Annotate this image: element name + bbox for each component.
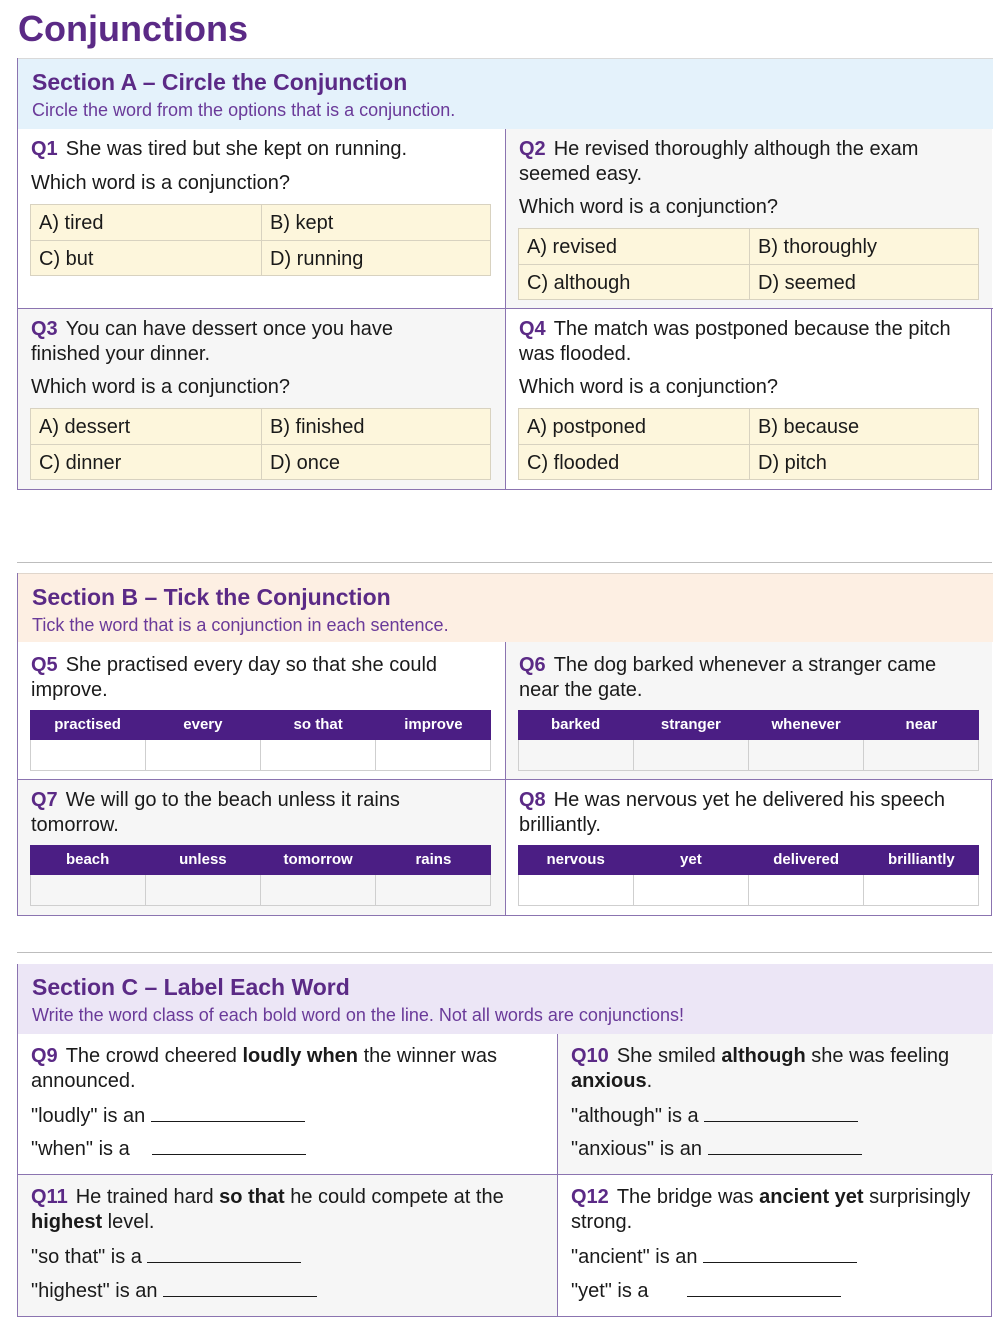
tick-word: whenever bbox=[771, 716, 841, 733]
option-a[interactable]: A) revised bbox=[527, 236, 618, 258]
tick-word: barked bbox=[551, 716, 601, 733]
question-q12 bbox=[558, 1185, 978, 1235]
answer-line bbox=[31, 1277, 317, 1304]
bold-word: anxious bbox=[571, 1070, 647, 1092]
tick-table-q6 bbox=[518, 710, 979, 771]
tick-word: brilliantly bbox=[888, 851, 955, 868]
option-c[interactable]: C) but bbox=[31, 240, 261, 276]
options-q4 bbox=[518, 408, 979, 480]
option-c[interactable]: C) although bbox=[519, 264, 749, 300]
question-prompt: Which word is a conjunction? bbox=[519, 376, 779, 398]
answer-line bbox=[31, 1243, 301, 1270]
section-c bbox=[17, 964, 992, 1317]
option-c[interactable]: C) dinner bbox=[31, 444, 261, 480]
tick-box[interactable] bbox=[864, 740, 978, 770]
option-a[interactable]: A) postponed bbox=[527, 416, 646, 438]
answer-label: "ancient" is an bbox=[571, 1246, 698, 1268]
option-b[interactable]: B) kept bbox=[261, 205, 491, 241]
divider bbox=[17, 952, 992, 953]
tick-word: every bbox=[183, 716, 223, 733]
question-q10 bbox=[558, 1044, 988, 1094]
answer-blank[interactable] bbox=[147, 1243, 301, 1263]
question-prompt: Which word is a conjunction? bbox=[31, 172, 291, 194]
tick-box[interactable] bbox=[31, 875, 146, 905]
bold-word: highest bbox=[31, 1211, 103, 1233]
option-a[interactable]: A) dessert bbox=[39, 416, 131, 438]
question-number: Q4 bbox=[519, 318, 546, 340]
answer-line bbox=[571, 1135, 862, 1162]
question-q7 bbox=[18, 788, 458, 838]
tick-box[interactable] bbox=[31, 740, 146, 770]
question-number: Q11 bbox=[31, 1186, 68, 1208]
question-q5 bbox=[18, 653, 488, 703]
option-d[interactable]: D) pitch bbox=[749, 444, 979, 480]
rich-text bbox=[571, 1186, 970, 1233]
tick-box[interactable] bbox=[634, 740, 749, 770]
answer-label: "when" is a bbox=[31, 1138, 130, 1160]
question-prompt: Which word is a conjunction? bbox=[519, 196, 779, 218]
text-run: she was feeling bbox=[805, 1045, 950, 1067]
answer-label: "highest" is an bbox=[31, 1280, 158, 1302]
section-b-title: Section B – Tick the Conjunction bbox=[32, 584, 391, 610]
bold-word: although bbox=[721, 1045, 806, 1067]
answer-label: "although" is a bbox=[571, 1105, 699, 1127]
tick-box[interactable] bbox=[261, 740, 376, 770]
question-q11 bbox=[18, 1185, 548, 1235]
answer-line bbox=[571, 1277, 841, 1304]
question-number: Q8 bbox=[519, 789, 546, 811]
question-text: She practised every day so that she could improve. bbox=[31, 654, 438, 701]
text-run: She smiled bbox=[616, 1045, 722, 1067]
options-q1 bbox=[30, 204, 491, 276]
question-number: Q1 bbox=[31, 138, 58, 160]
answer-blank[interactable] bbox=[152, 1135, 306, 1155]
question-q4 bbox=[506, 317, 976, 400]
question-q2 bbox=[506, 137, 976, 220]
question-q1 bbox=[18, 137, 505, 196]
text-run: surprisingly strong. bbox=[571, 1186, 971, 1233]
question-text: She was tired but she kept on running. bbox=[65, 138, 408, 160]
answer-blank[interactable] bbox=[703, 1243, 857, 1263]
question-prompt: Which word is a conjunction? bbox=[31, 376, 291, 398]
section-c-title: Section C – Label Each Word bbox=[32, 974, 350, 1000]
page-title: Conjunctions bbox=[18, 8, 248, 49]
section-a bbox=[17, 58, 992, 490]
question-text bbox=[31, 1044, 543, 1094]
options-q2 bbox=[518, 228, 979, 300]
question-text bbox=[31, 1185, 548, 1235]
text-run: he could compete at the bbox=[284, 1186, 504, 1208]
question-number: Q6 bbox=[519, 654, 546, 676]
answer-label: "loudly" is an bbox=[31, 1105, 146, 1127]
text-run: He trained hard bbox=[75, 1186, 220, 1208]
tick-box[interactable] bbox=[519, 875, 634, 905]
option-b[interactable]: B) thoroughly bbox=[749, 229, 979, 265]
question-number: Q10 bbox=[571, 1045, 609, 1067]
tick-table-q5 bbox=[30, 710, 491, 771]
tick-word: delivered bbox=[773, 851, 840, 868]
section-b-header bbox=[18, 573, 993, 642]
options-q3 bbox=[30, 408, 491, 480]
tick-box[interactable] bbox=[376, 740, 490, 770]
tick-table-q8 bbox=[518, 845, 979, 906]
question-text bbox=[571, 1185, 978, 1235]
answer-label: "yet" is a bbox=[571, 1280, 649, 1302]
rich-text bbox=[31, 1186, 504, 1233]
tick-table-q7 bbox=[30, 845, 491, 906]
section-b bbox=[17, 573, 992, 916]
question-number: Q7 bbox=[31, 789, 58, 811]
question-text: He revised thoroughly although the exam seemed easy. bbox=[519, 138, 919, 185]
section-c-header bbox=[18, 964, 993, 1034]
question-q3 bbox=[18, 317, 458, 400]
question-text: The dog barked whenever a stranger came near the gate. bbox=[519, 654, 937, 701]
rich-text bbox=[31, 1045, 497, 1092]
option-a[interactable]: A) tired bbox=[39, 212, 104, 234]
tick-word: so that bbox=[293, 716, 343, 733]
tick-word: improve bbox=[404, 716, 463, 733]
tick-box[interactable] bbox=[376, 875, 490, 905]
tick-box[interactable] bbox=[864, 875, 978, 905]
section-a-subtitle: Circle the word from the options that is a conjunction. bbox=[32, 100, 456, 120]
question-number: Q3 bbox=[31, 318, 58, 340]
question-text: He was nervous yet he delivered his speech brilliantly. bbox=[519, 789, 946, 836]
answer-blank[interactable] bbox=[704, 1102, 858, 1122]
question-text bbox=[571, 1044, 988, 1094]
question-q6 bbox=[506, 653, 976, 703]
question-text: You can have dessert once you have finished your dinner. bbox=[31, 318, 393, 365]
tick-box[interactable] bbox=[519, 740, 634, 770]
question-text: We will go to the beach unless it rains tomorrow. bbox=[31, 789, 400, 836]
question-text: The match was postponed because the pitch was flooded. bbox=[519, 318, 951, 365]
question-q8 bbox=[506, 788, 981, 838]
answer-label: "so that" is a bbox=[31, 1246, 142, 1268]
rich-text bbox=[571, 1045, 949, 1092]
tick-word: beach bbox=[65, 851, 110, 868]
answer-line bbox=[571, 1102, 858, 1129]
section-b-subtitle: Tick the word that is a conjunction in each sentence. bbox=[32, 615, 449, 635]
question-number: Q5 bbox=[31, 654, 58, 676]
bold-word: so that bbox=[219, 1186, 285, 1208]
answer-blank[interactable] bbox=[687, 1277, 841, 1297]
text-run: level. bbox=[102, 1211, 155, 1233]
option-d[interactable]: D) running bbox=[261, 240, 491, 276]
text-run: the winner was announced. bbox=[31, 1045, 497, 1092]
tick-box[interactable] bbox=[146, 740, 261, 770]
tick-box[interactable] bbox=[634, 875, 749, 905]
question-number: Q12 bbox=[571, 1186, 609, 1208]
answer-blank[interactable] bbox=[163, 1277, 317, 1297]
divider bbox=[17, 562, 992, 563]
tick-word: nervous bbox=[546, 851, 605, 868]
tick-box[interactable] bbox=[261, 875, 376, 905]
text-run: The crowd cheered bbox=[65, 1045, 243, 1067]
option-b[interactable]: B) finished bbox=[261, 409, 491, 445]
section-c-subtitle: Write the word class of each bold word on the line. Not all words are conjunctions! bbox=[32, 1005, 684, 1025]
question-q9 bbox=[18, 1044, 543, 1094]
tick-word: tomorrow bbox=[283, 851, 353, 868]
bold-word: loudly when bbox=[242, 1045, 359, 1067]
answer-label: "anxious" is an bbox=[571, 1138, 702, 1160]
tick-word: stranger bbox=[660, 716, 721, 733]
question-number: Q2 bbox=[519, 138, 546, 160]
option-c[interactable]: C) flooded bbox=[519, 444, 749, 480]
tick-box[interactable] bbox=[749, 740, 864, 770]
tick-word: rains bbox=[415, 851, 452, 868]
answer-line bbox=[31, 1135, 306, 1162]
answer-blank[interactable] bbox=[708, 1135, 862, 1155]
bold-word: ancient yet bbox=[759, 1186, 864, 1208]
option-b[interactable]: B) because bbox=[749, 409, 979, 445]
option-d[interactable]: D) seemed bbox=[749, 264, 979, 300]
answer-line bbox=[31, 1102, 305, 1129]
section-a-title: Section A – Circle the Conjunction bbox=[32, 69, 408, 95]
tick-word: unless bbox=[179, 851, 227, 868]
tick-box[interactable] bbox=[749, 875, 864, 905]
section-a-header bbox=[18, 58, 993, 129]
question-number: Q9 bbox=[31, 1045, 58, 1067]
answer-line bbox=[571, 1243, 857, 1270]
text-run: . bbox=[646, 1070, 653, 1092]
tick-box[interactable] bbox=[146, 875, 261, 905]
option-d[interactable]: D) once bbox=[261, 444, 491, 480]
tick-word: practised bbox=[54, 716, 121, 733]
answer-blank[interactable] bbox=[151, 1102, 305, 1122]
tick-word: near bbox=[905, 716, 938, 733]
tick-word: yet bbox=[680, 851, 702, 868]
text-run: The bridge was bbox=[616, 1186, 760, 1208]
